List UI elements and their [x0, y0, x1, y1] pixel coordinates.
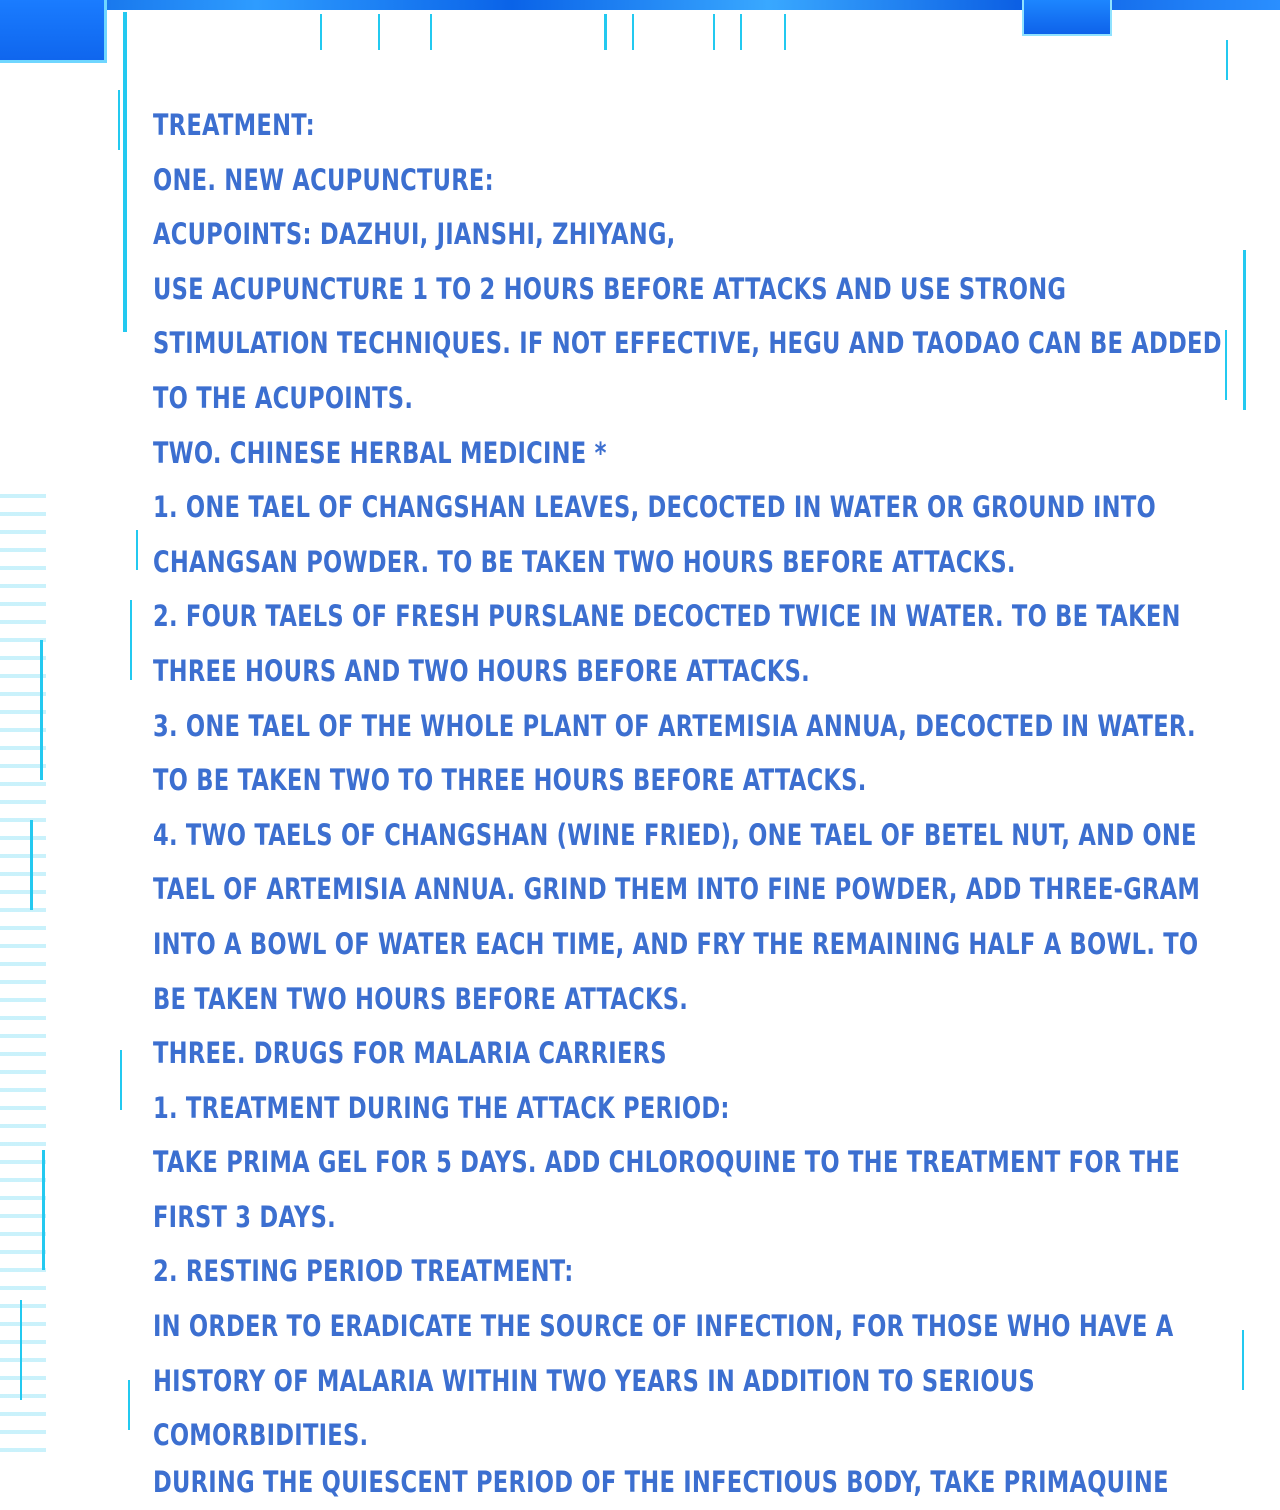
text-line: TO THE ACUPOINTS.	[153, 380, 414, 415]
glitch-line	[1226, 40, 1228, 80]
text-line: CHANGSAN POWDER. TO BE TAKEN TWO HOURS BEFORE ATTACKS.	[153, 544, 1016, 579]
text-line: ONE. NEW ACUPUNCTURE:	[153, 162, 494, 197]
text-line: STIMULATION TECHNIQUES. IF NOT EFFECTIVE, HEGU AND TAODAO CAN BE ADDED	[153, 326, 1222, 361]
glitch-line	[713, 14, 715, 50]
glitch-line	[320, 14, 322, 50]
text-line: USE ACUPUNCTURE 1 TO 2 HOURS BEFORE ATTACKS AND USE STRONG	[153, 271, 1067, 306]
text-line: TREATMENT:	[153, 108, 315, 142]
text-line: INTO A BOWL OF WATER EACH TIME, AND FRY THE REMAINING HALF A BOWL. TO	[153, 926, 1199, 961]
text-line: THREE HOURS AND TWO HOURS BEFORE ATTACKS.	[153, 653, 810, 688]
glitch-line	[378, 14, 380, 50]
text-line: 2. FOUR TAELS OF FRESH PURSLANE DECOCTED TWICE IN WATER. TO BE TAKEN	[153, 599, 1181, 634]
text-line: 4. TWO TAELS OF CHANGSHAN (WINE FRIED), ONE TAEL OF BETEL NUT, AND ONE	[153, 817, 1197, 852]
text-line: 1. ONE TAEL OF CHANGSHAN LEAVES, DECOCTED IN WATER OR GROUND INTO	[153, 490, 1156, 525]
text-line: TWO. CHINESE HERBAL MEDICINE *	[153, 435, 607, 470]
glitch-line	[118, 90, 120, 150]
text-line: TAEL OF ARTEMISIA ANNUA. GRIND THEM INTO FINE POWDER, ADD THREE-GRAM	[153, 872, 1201, 907]
document-body	[153, 98, 1222, 1463]
text-line: ACUPOINTS: DAZHUI, JIANSHI, ZHIYANG,	[153, 217, 676, 252]
glitch-line	[430, 14, 432, 50]
text-line: 1. TREATMENT DURING THE ATTACK PERIOD:	[153, 1090, 730, 1125]
glitch-line	[136, 530, 138, 570]
glitch-line	[740, 14, 742, 50]
text-line: DURING THE QUIESCENT PERIOD OF THE INFECTIOUS BODY, TAKE PRIMAQUINE	[153, 1465, 1169, 1499]
banner-right-block	[1022, 0, 1112, 36]
glitch-line	[632, 14, 634, 50]
text-line: BE TAKEN TWO HOURS BEFORE ATTACKS.	[153, 981, 689, 1016]
glitch-line	[120, 1050, 122, 1110]
text-line: TAKE PRIMA GEL FOR 5 DAYS. ADD CHLOROQUINE TO THE TREATMENT FOR THE	[153, 1145, 1181, 1180]
text-line: 2. RESTING PERIOD TREATMENT:	[153, 1254, 574, 1289]
glitch-line	[784, 14, 786, 50]
text-line: THREE. DRUGS FOR MALARIA CARRIERS	[153, 1036, 667, 1071]
glitch-line	[123, 12, 127, 332]
text-line: HISTORY OF MALARIA WITHIN TWO YEARS IN ADDITION TO SERIOUS	[153, 1363, 1035, 1398]
glitch-line	[1243, 250, 1246, 410]
banner-left-block	[0, 0, 107, 63]
glitch-line	[1225, 330, 1227, 400]
glitch-line	[128, 1380, 130, 1430]
text-line: TO BE TAKEN TWO TO THREE HOURS BEFORE ATTACKS.	[153, 763, 867, 798]
text-line: IN ORDER TO ERADICATE THE SOURCE OF INFECTION, FOR THOSE WHO HAVE A	[153, 1309, 1174, 1344]
glitch-edge-left	[0, 480, 46, 1460]
glitch-line	[130, 600, 132, 680]
text-line: FIRST 3 DAYS.	[153, 1199, 336, 1234]
text-line: 3. ONE TAEL OF THE WHOLE PLANT OF ARTEMISIA ANNUA, DECOCTED IN WATER.	[153, 708, 1196, 743]
text-line-cut-off	[153, 1455, 1169, 1499]
glitch-line	[1242, 1330, 1244, 1390]
glitch-line	[604, 14, 607, 50]
text-line: COMORBIDITIES.	[153, 1418, 369, 1453]
